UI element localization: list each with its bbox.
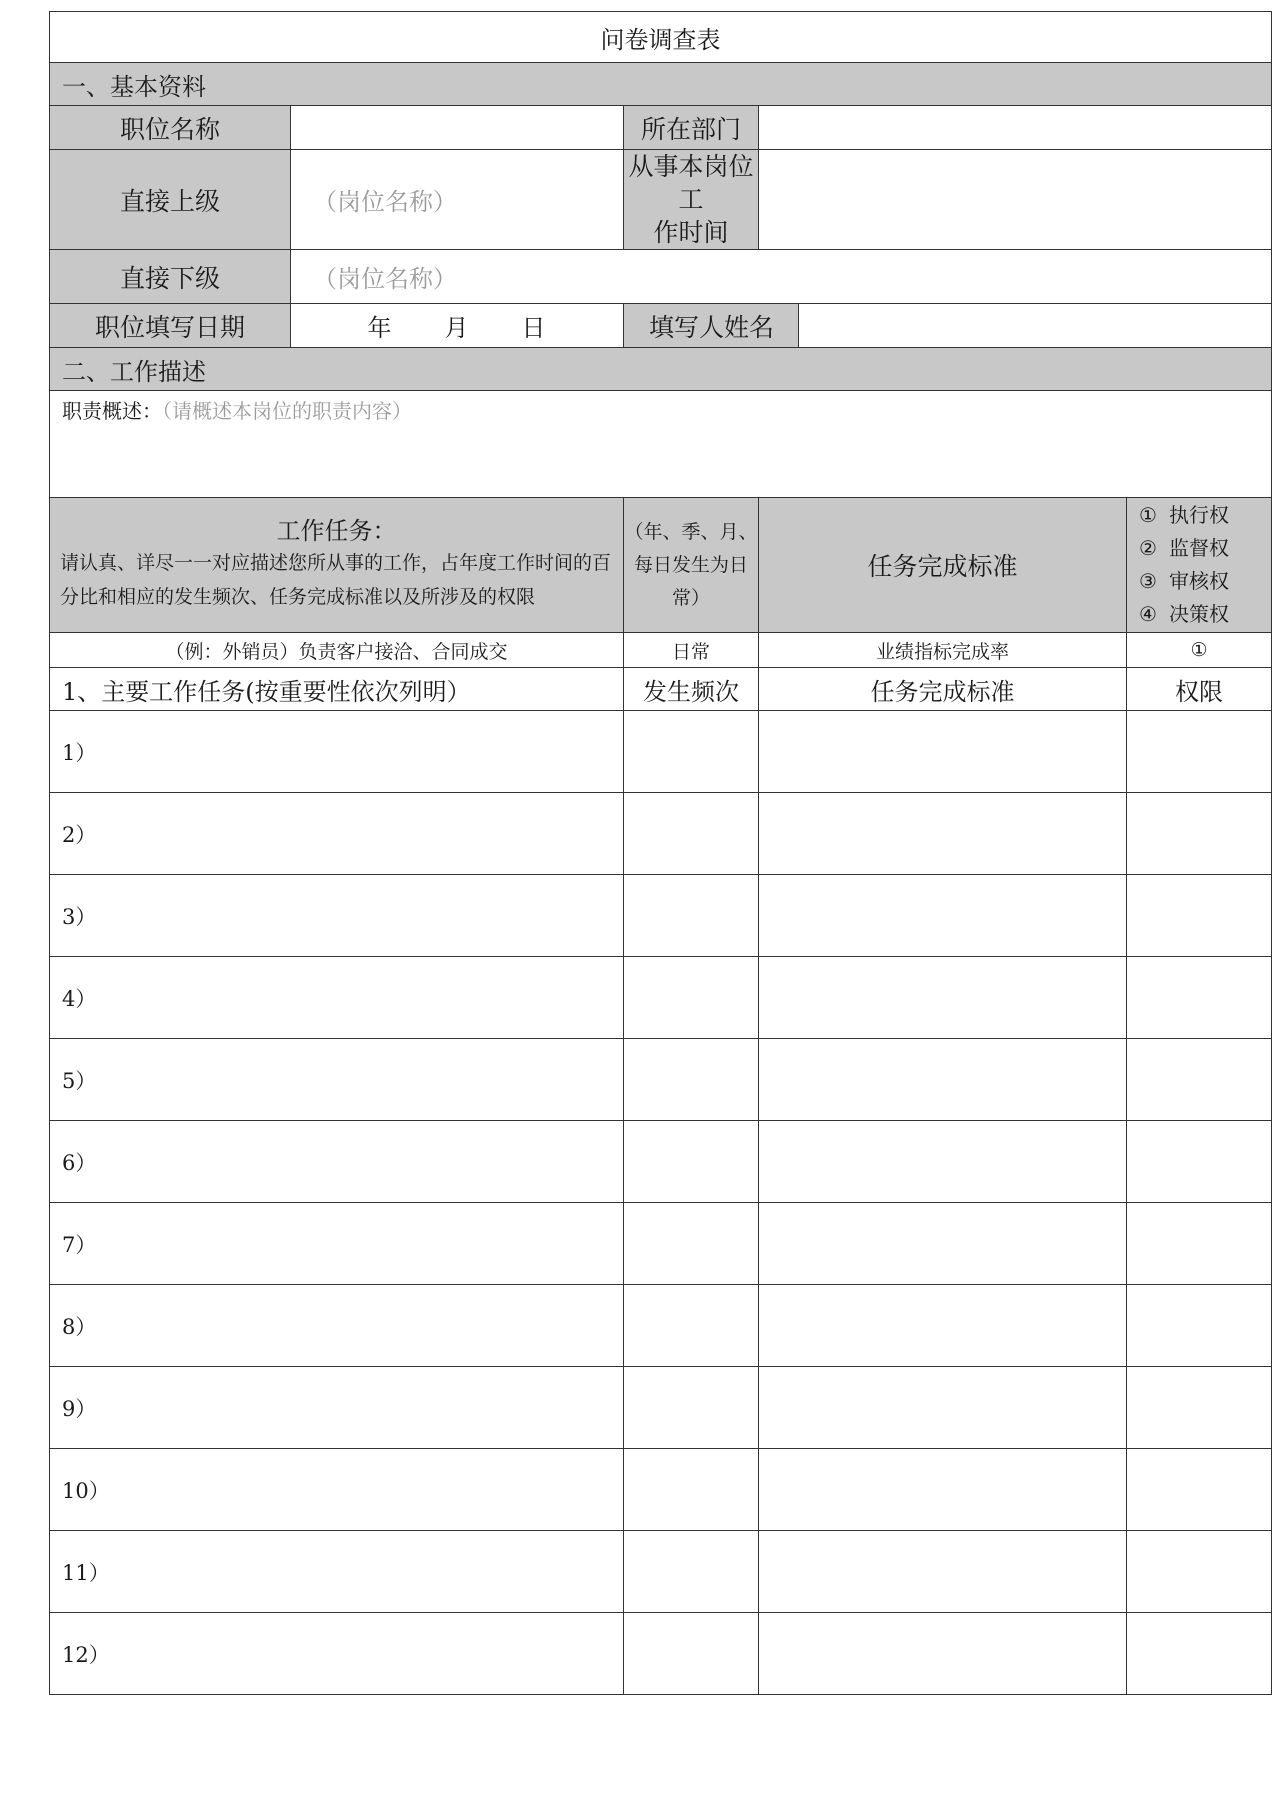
example-standard: 业绩指标完成率 xyxy=(759,633,1127,668)
direct-subordinate-field[interactable]: （岗位名称） xyxy=(291,250,1272,304)
task-row xyxy=(50,1613,1272,1695)
filler-name-label xyxy=(624,304,799,348)
task-row xyxy=(50,1203,1272,1285)
task-cell[interactable]: 1） xyxy=(50,711,624,793)
duty-summary-hint: （请概述本岗位的职责内容） xyxy=(162,399,412,423)
task-row xyxy=(50,1039,1272,1121)
task-row xyxy=(50,793,1272,875)
standard-cell[interactable] xyxy=(759,1121,1127,1203)
standard-cell[interactable] xyxy=(759,1367,1127,1449)
task-header-desc: 请认真、详尽一一对应描述您所从事的工作，占年度工作时间的百分比和相应的发生频次、任务完成标准以及所涉及的权限 xyxy=(60,552,612,608)
authority-cell[interactable] xyxy=(1127,1285,1272,1367)
direct-superior-field[interactable]: （岗位名称） xyxy=(291,150,624,250)
task-cell[interactable]: 4） xyxy=(50,957,624,1039)
example-task: （例：外销员）负责客户接洽、合同成交 xyxy=(50,633,624,668)
frequency-cell[interactable] xyxy=(624,957,759,1039)
duty-summary-field[interactable] xyxy=(50,391,1272,498)
tenure-field[interactable] xyxy=(759,150,1272,250)
standard-cell[interactable] xyxy=(759,1613,1127,1695)
authority-cell[interactable] xyxy=(1127,711,1272,793)
authority-cell[interactable] xyxy=(1127,1449,1272,1531)
frequency-cell[interactable] xyxy=(624,1285,759,1367)
column-header-frequency: 发生频次 xyxy=(624,668,759,711)
section-basic-info-heading: 一、基本资料 xyxy=(50,63,1272,106)
task-cell[interactable]: 9） xyxy=(50,1367,624,1449)
frequency-cell[interactable] xyxy=(624,711,759,793)
frequency-cell[interactable] xyxy=(624,1449,759,1531)
standard-cell[interactable] xyxy=(759,1285,1127,1367)
standard-cell[interactable] xyxy=(759,1203,1127,1285)
task-header-title: 工作任务： xyxy=(276,517,397,545)
authority-cell[interactable] xyxy=(1127,957,1272,1039)
questionnaire-form xyxy=(49,11,1231,1695)
filler-name-label-text: 填写人姓名 xyxy=(648,312,774,342)
position-name-field[interactable] xyxy=(291,106,624,150)
standard-cell[interactable] xyxy=(759,1039,1127,1121)
standard-cell[interactable] xyxy=(759,793,1127,875)
task-row xyxy=(50,1285,1272,1367)
column-header-task: 1、主要工作任务(按重要性依次列明） xyxy=(50,668,624,711)
task-cell[interactable]: 2） xyxy=(50,793,624,875)
authority-option: ② 监督权 xyxy=(1139,536,1229,560)
tenure-label-line2: 作时间 xyxy=(653,218,729,247)
task-row xyxy=(50,875,1272,957)
duty-summary-label: 职责概述： xyxy=(62,399,162,423)
frequency-cell[interactable] xyxy=(624,793,759,875)
frequency-cell[interactable] xyxy=(624,1367,759,1449)
authority-option: ③ 审核权 xyxy=(1139,569,1229,593)
authority-cell[interactable] xyxy=(1127,1121,1272,1203)
authority-option: ④ 决策权 xyxy=(1139,602,1229,626)
frequency-cell[interactable] xyxy=(624,1531,759,1613)
task-cell[interactable]: 12） xyxy=(50,1613,624,1695)
task-cell[interactable]: 7） xyxy=(50,1203,624,1285)
authority-cell[interactable] xyxy=(1127,1039,1272,1121)
frequency-cell[interactable] xyxy=(624,1039,759,1121)
task-row xyxy=(50,1531,1272,1613)
fill-date-label: 职位填写日期 xyxy=(50,304,291,348)
direct-subordinate-label: 直接下级 xyxy=(50,250,291,304)
frequency-cell[interactable] xyxy=(624,1121,759,1203)
date-month: 月 xyxy=(444,314,470,342)
task-cell[interactable]: 8） xyxy=(50,1285,624,1367)
task-row xyxy=(50,1121,1272,1203)
authority-cell[interactable] xyxy=(1127,1531,1272,1613)
form-title: 问卷调查表 xyxy=(50,12,1272,63)
standard-cell[interactable] xyxy=(759,875,1127,957)
example-authority: ① xyxy=(1127,633,1272,668)
authority-cell[interactable] xyxy=(1127,1367,1272,1449)
task-cell[interactable]: 5） xyxy=(50,1039,624,1121)
date-year: 年 xyxy=(367,314,393,342)
fill-date-field[interactable] xyxy=(291,304,624,348)
section-work-desc-heading: 二、工作描述 xyxy=(50,348,1272,391)
standard-cell[interactable] xyxy=(759,711,1127,793)
task-cell[interactable]: 10） xyxy=(50,1449,624,1531)
standard-header: 任务完成标准 xyxy=(759,498,1127,633)
frequency-cell[interactable] xyxy=(624,1613,759,1695)
frequency-header: （年、季、月、每日发生为日常） xyxy=(624,498,759,633)
department-label: 所在部门 xyxy=(624,106,759,150)
filler-name-field[interactable] xyxy=(799,304,1272,348)
tenure-label xyxy=(624,150,759,250)
direct-superior-label: 直接上级 xyxy=(50,150,291,250)
task-row xyxy=(50,711,1272,793)
authority-cell[interactable] xyxy=(1127,1613,1272,1695)
position-name-label: 职位名称 xyxy=(50,106,291,150)
task-row xyxy=(50,957,1272,1039)
column-header-authority: 权限 xyxy=(1127,668,1272,711)
standard-cell[interactable] xyxy=(759,1531,1127,1613)
task-row xyxy=(50,1449,1272,1531)
authority-cell[interactable] xyxy=(1127,1203,1272,1285)
task-cell[interactable]: 11） xyxy=(50,1531,624,1613)
authority-option: ① 执行权 xyxy=(1139,503,1229,527)
standard-cell[interactable] xyxy=(759,957,1127,1039)
task-row xyxy=(50,1367,1272,1449)
department-field[interactable] xyxy=(759,106,1272,150)
example-frequency: 日常 xyxy=(624,633,759,668)
task-cell[interactable]: 3） xyxy=(50,875,624,957)
authority-cell[interactable] xyxy=(1127,793,1272,875)
column-header-standard: 任务完成标准 xyxy=(759,668,1127,711)
task-header xyxy=(50,498,624,633)
form-table xyxy=(49,11,1272,1695)
frequency-cell[interactable] xyxy=(624,875,759,957)
authority-legend xyxy=(1127,498,1272,633)
task-cell[interactable]: 6） xyxy=(50,1121,624,1203)
authority-cell[interactable] xyxy=(1127,875,1272,957)
tenure-label-line1: 从事本岗位工 xyxy=(628,152,754,214)
frequency-cell[interactable] xyxy=(624,1203,759,1285)
standard-cell[interactable] xyxy=(759,1449,1127,1531)
date-day: 日 xyxy=(521,314,547,342)
